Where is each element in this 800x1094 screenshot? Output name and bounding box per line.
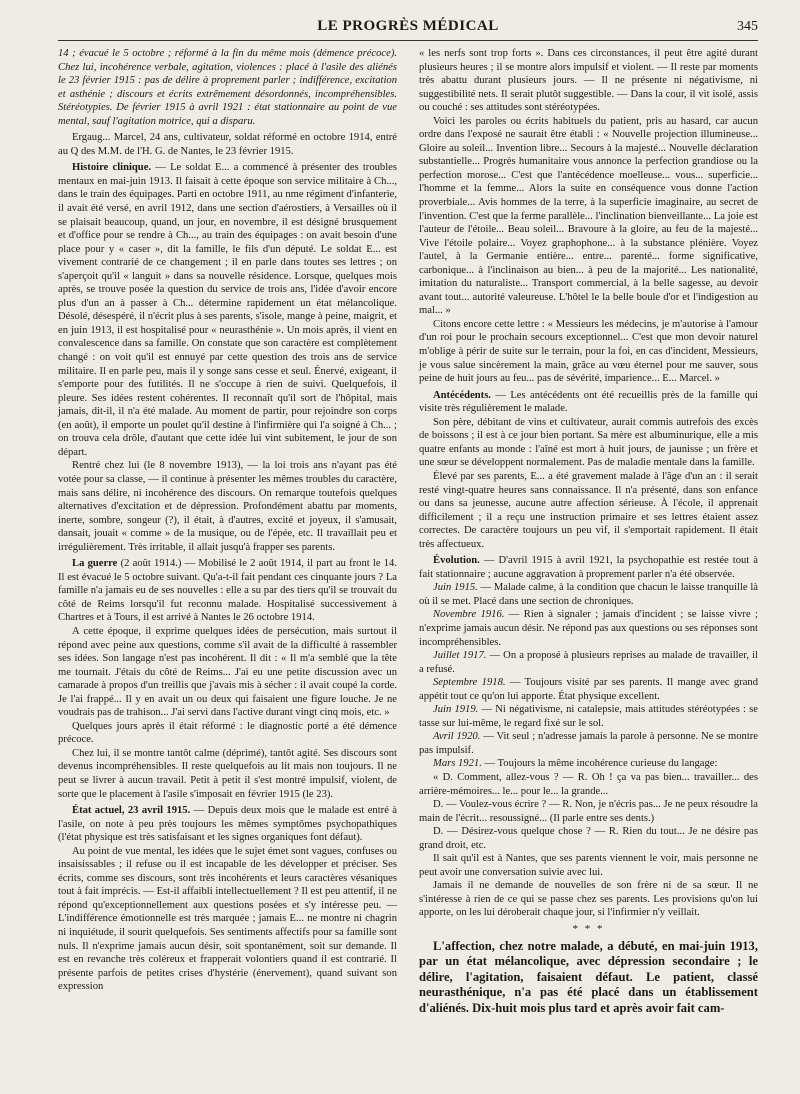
section-heading-histoire-clinique: Histoire clinique.	[72, 162, 152, 174]
war-paragraph	[58, 557, 397, 625]
current-state-paragraph	[58, 804, 397, 845]
section-heading-la-guerre: La guerre	[72, 558, 118, 570]
evolution-note: — Rien à signaler ; jamais d'incident ; se laisse vivre ; n'exprime jamais aucun désir. Ne répond pas aux questions ou ses réponses sont incompréhensibles.	[419, 609, 758, 648]
page-number: 345	[737, 19, 758, 34]
evolution-note: — Toujours la même incohérence curieuse du langage:	[481, 758, 718, 770]
persecution-paragraph: A cette époque, il exprime quelques idées de persécution, mais surtout il répond avec peine aux questions, comme s'il avait de la difficulté à rassembler ses idées. Son langage n'est pas incohérent. Il dit : « Il m'a semblé que la tête me tournait. J'étais du côté de Reims... J'ai eu une petite discussion avec un camarade à propos d'un treillis que j'avais mis à sécher : il avait coupé la corde. Je l'ai frappé... Il y en avait un ou deux qui faisaient une figure louche. Je ne voudrais pas de trahison... J'ai servi dans l'active durant vingt cinq mois, etc. »	[58, 625, 397, 719]
closing-paragraph: Jamais il ne demande de nouvelles de son frère ni de sa sœur. Il ne s'intéresse à rien de ce qui se passe chez ses parents. Les provisions qu'on lui apporte, on les lui déroberait chaque jour, si l'infirmier n'y veillait.	[419, 880, 758, 919]
section-heading-etat-actuel: État actuel, 23 avril 1915.	[72, 805, 191, 817]
evolution-note: — Vit seul ; n'adresse jamais la parole à personne. Ne se montre pas impulsif.	[419, 731, 758, 756]
antecedents-text: — Les antécédents ont été recueillis près de la famille qui visite très régulièrement le malade.	[419, 389, 758, 415]
right-column	[419, 47, 758, 1016]
patient-words-paragraph: Voici les paroles ou écrits habituels du patient, pris au hasard, car aucun ordre dans l'exposé ne saurait être établi : « Nouvelle projection illumineuse... Gloire au soleil... Invention libre... Secours à la majesté... Nouvelle déclaration substantielle... Progrès humanitaire vous annonce la perfection grandiose ou la perfection morose... C'est que l'antécédence moelleuse... vous... superficie... l'homme et la femme... Alors la suite en conséquence vous donne l'action proverbiale... Avis hommes de la terre, à la superficie imaginaire, au secret de l'invention. C'est que la ferme parallèle... l'inclination bienveillante... La joie est l'auteur de l'étoile... Beau soleil... Bravoure à la gloire, au feu de la majesté... Vive l'étoile polaire... Voyez graphophone... à la substance plénière. Voyez l'autel, à la Germanie entière... entre... parenté... forme significative, carbonique... à l'inclinaison au bien... à peu de la majorité... Les nationalité, imitation du naturaliste... Transport commercial, à la belle sagesse, au devoir avant tout... autorité valeureuse. L'hôtel le la belle boule d'or et l'indigestion au mal... »	[419, 115, 758, 317]
two-column-body	[58, 47, 758, 1016]
clinical-history-paragraph	[58, 161, 397, 459]
evolution-note: — On a proposé à plusieurs reprises au malade de travailler, il a refusé.	[419, 650, 759, 675]
section-separator-stars: * * *	[572, 923, 605, 935]
evolution-note: — Malade calme, à la condition que chacun le laisse tranquille là où il se met. Placé dans une section de chroniques.	[419, 582, 758, 607]
evolution-entry	[419, 581, 758, 608]
closing-paragraph: Il sait qu'il est à Nantes, que ses parents viennent le voir, mais personne ne peut avoir une conversation suivie avec lui.	[419, 853, 758, 878]
family-paragraph: Son père, débitant de vins et cultivateur, aurait commis autrefois des excès de boissons ; il est à ce jour bien portant. Sa mère est albuminurique, elle a mis quatre enfants au monde : l'aîné est mort à huit jours, de jaunisse ; un frère et une sœur se développent normalement. Pas de maladie mentale dans la famille.	[419, 416, 758, 469]
dialogue-line: D. — Voulez-vous écrire ? — R. Non, je n'écris pas... Je ne peux résoudre la main de l'écrit... resoussigné... (Il parle entre ses dents.)	[419, 799, 758, 824]
evolution-entry	[419, 757, 758, 771]
summary-paragraph: L'affection, chez notre malade, a débuté, en mai-juin 1913, par un état mélancolique, avec dépression secondaire ; le délire, l'agitation, faisaient défaut. Le patient, classé neurasthénique, n'a pas été placé dans un établissement d'aliénés. Dix-huit mois plus tard et après avoir fait cam-	[419, 938, 758, 1015]
evolution-date: Juin 1919.	[433, 704, 479, 716]
evolution-note: — Toujours visité par ses parents. Il mange avec grand appétit tout ce qu'on lui apporte. État physique excellent.	[419, 677, 759, 702]
section-heading-antecedents: Antécédents.	[433, 389, 491, 401]
evolution-date: Juin 1915.	[433, 582, 478, 594]
evolution-date: Juillet 1917.	[433, 650, 487, 662]
at-home-paragraph: Chez lui, il se montre tantôt calme (déprimé), tantôt agité. Ses discours sont devenus incompréhensibles. Il reste quelquefois au lit mais non toujours. Il ne peut se livrer à aucun travail. Petit à petit il s'est montré impulsif, violent, de sorte que le placement à l'asile s'imposait en février 1915 (le 23).	[58, 747, 397, 800]
evolution-date: Novembre 1916.	[433, 609, 505, 621]
evolution-date: Mars 1921.	[433, 758, 482, 770]
current-state-text: — Depuis deux mois que le malade est entré à l'asile, on note à peu près toujours les mêmes symptômes psychopathiques (l'état physique est très satisfaisant et les signes organiques font défaut).	[58, 805, 397, 844]
left-column	[58, 47, 397, 1016]
running-header	[58, 12, 758, 41]
return-home-paragraph: Rentré chez lui (le 8 novembre 1913), — la loi trois ans n'ayant pas été votée pour sa classe, — il continue à présenter les mêmes troubles du caractère, mais sans délire, ni incohérence des discours. On remarque toutefois quelques alternatives d'excitation et de dépression. Profondément abattu par moments, inerte, sombre, songeur (?), il était, à d'autres, excité et joyeux, il s'amusait, dansait, jouait « comme » de la musique, ou de l'épée, etc. Il travaillait peu et irrégulièrement. Très irritable, il allait jusqu'à frapper ses parents.	[58, 460, 397, 553]
dialogue-line: D. — Désirez-vous quelque chose ? — R. Rien du tout... Je ne désire pas grand droit, etc.	[419, 826, 758, 851]
patient-letter-paragraph: Citons encore cette lettre : « Messieurs les médecins, je m'autorise à l'amour d'un roi pour le prochain secours exceptionnel... C'est que mon devoir naturel m'oblige à périr de suite sur le terrain, pour la foi, en cas d'incident, Messieurs, je vous salue sincèrement la main, grâce au vœu éternel pour me sauver, sous peine de huit jours au feu... pas de sévérité, imparience... E... Marcel. »	[419, 318, 758, 385]
mental-state-paragraph: Au point de vue mental, les idées que le sujet émet sont vagues, confuses ou insaisissables ; il refuse ou il est incapable de les développer et préciser. Ses écrits, comme ses discours, sont très incohérents et leurs caractères vésaniques tout à fait imprécis. — Est-il affaibli intellectuellement ? Il est peu attentif, il ne répond qu'exceptionnellement aux questions posées et s'y intéresse peu. — L'indifférence émotionnelle est très marquée ; jamais E... ne montre ni chagrin ni inquiétude, il sourit quelquefois. Ses sentiments affectifs pour sa famille sont nuls. Il n'exprime jamais aucun désir, soit spontanément, soit sur demande. Il est en revanche très coléreux et frapperait volontiers quand il est contrarié. Il présente parfois de petites crises d'hystérie (énervement), quand suivant son expression	[58, 845, 397, 993]
reform-paragraph: Quelques jours après il était réformé : le diagnostic porté a été démence précoce.	[58, 720, 397, 746]
war-text: (2 août 1914.) — Mobilisé le 2 août 1914, il part au front le 14. Il est évacué le 5 octobre suivant. Qu'a-t-il fait pendant ces cinquante jours ? La famille n'a jamais eu de ses nouvelles : elle a su par des tiers qu'il se trouvait du côté de Reims lorsqu'il fut reconnu malade. Hospitalisé successivement à Chartres et à Tours, il est arrivé à Nantes le 26 octobre 1914.	[58, 558, 397, 624]
evolution-date: Septembre 1918.	[433, 677, 506, 689]
evolution-entry	[419, 649, 758, 676]
antecedents-paragraph	[419, 389, 758, 416]
evolution-entry	[419, 703, 758, 730]
childhood-paragraph: Élevé par ses parents, E... a été gravement malade à l'âge d'un an : il serait resté vingt-quatre heures sans connaissance. Il n'a présenté, dans son enfance ou dans sa jeunesse, aucune autre affection sérieuse. À l'école, il apprenait difficilement ; il a reçu une instruction primaire et ses lettres étaient assez correctes. De caractère toujours un peu vif, il s'emportait rapidement. Il était très affectueux.	[419, 470, 758, 550]
clinical-history-text: — Le soldat E... a commencé à présenter des troubles mentaux en mai-juin 1913. Il faisait à cette époque son service militaire à Ch..., dans le train des équipages. Parti en octobre 1911, au nme régiment d'infanterie, il avait été versé, en avril 1912, dans une section d'aérostiers, à Versailles où il se plaisait beaucoup, quand, un jour, en novembre, il est désigné brusquement et d'office pour se rendre à Ch..., au train des équipages : on avait besoin d'une place pour y « caser », dit la famille, le fils d'un député. Le soldat E... est vivement contrarié de ce changement ; il en parle dans toutes ses lettres ; on s'aperçoit qu'il « languit » dans sa nouvelle résidence. Lorsque, quelques mois après, se trouve posée la question du service de trois ans, l'idée d'avoir encore plus d'un an à passer à Ch... détermine rapidement un état mélancolique. Désolé, désespéré, il n'écrit plus à ses parents, s'isole, mange à peine, maigrit, et en juin 1913, il est hospitalisé pour « neurasthénie ». Un mois après, il vient en convalescence dans sa famille. On constate que son caractère est complètement changé : on voit qu'il est ennuyé par cette question des trois ans de service militaire. Il en parle peu, mais il y songe sans cesse et seul. Énervé, exigeant, il s'emporte pour des futilités. Il ne s'occupe à rien de suivi. Quelquefois, il pleure. Ses idées restent cohérentes. Il reconnaît qu'il sort de l'hôpital, mais jamais, dit-il, il n'a été malade. Au moment de partir, pour rejoindre son corps (en août), il emporte un poulet qu'il destine à l'infirmière qui l'a soigné à Ch... ; on trouva cela drôle, d'autant que cette idée lui vint subitement, le jour de son départ.	[58, 162, 397, 458]
section-heading-evolution: Évolution.	[433, 555, 480, 567]
evolution-entry	[419, 676, 758, 703]
dialogue-line: « D. Comment, allez-vous ? — R. Oh ! ça va pas bien... travailler... des arrière-mémoires... le... pour le... la grande...	[419, 771, 758, 797]
journal-title: LE PROGRÈS MÉDICAL	[317, 18, 499, 34]
nerves-paragraph: « les nerfs sont trop forts ». Dans ces circonstances, il peut être agité durant plusieurs heures ; il se montre alors impulsif et violent. — Il reste par moments très abattu durant plusieurs jours. — Il ne présente ni négativisme, ni suggestibilité nets. Il serait plutôt suggestible. — Dans la cour, il vit isolé, assis ou couché : ses attitudes sont stéréotypées.	[419, 48, 758, 114]
evolution-entry	[419, 730, 758, 757]
case-summary-end: 14 ; évacué le 5 octobre ; réformé à la fin du même mois (démence précoce). Chez lui, incohérence verbale, agitation, violences : placé à l'asile des aliénés le 23 février 1915 : pas de délire à proprement parler ; indifférence, excitation et asthénie ; discours et écrits extrêmement désordonnés, incompréhensibles. Stéréotypies. De février 1915 à avril 1921 : état stationnaire au point de vue mental, sauf l'agitation motrice, qui a disparu.	[58, 48, 397, 127]
evolution-date: Avril 1920.	[433, 731, 481, 743]
case-identification: Ergaug... Marcel, 24 ans, cultivateur, soldat réformé en octobre 1914, entré au Q des M.M. de l'H. G. de Nantes, le 23 février 1915.	[58, 132, 397, 157]
evolution-note: — Ni négativisme, ni catalepsie, mais attitudes stéréotypées : se tasse sur lui-même, le regard fixé sur le sol.	[419, 704, 758, 729]
evolution-entry	[419, 608, 758, 649]
evolution-paragraph	[419, 554, 758, 581]
evolution-text: — D'avril 1915 à avril 1921, la psychopathie est restée tout à fait stationnaire ; aucune aggravation à proprement parler n'a été observée.	[419, 555, 758, 580]
